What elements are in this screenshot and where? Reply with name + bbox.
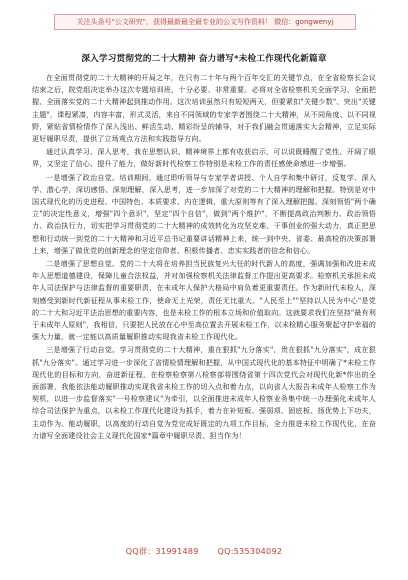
document-body bbox=[32, 52, 376, 443]
paragraph: 在全面贯彻党的二十大精神的开局之年，在只有二十年与两个百年交汇的关键节点，在全省检察长会议结束之后，院党组决定举办这次专题培训班，十分必要、非常重要。必将对全省检察机关全面学习、全面把握、全面落实党的二十大精神起到推动作用。这次培训虽然只有短短两天，但要紧扣"关键少数"、突出"关键主题"，课程紧凑，内容丰富，形式灵活，来自不同领域的专家学者围绕二十大精神，从不同角度、以不同视野，紧贴省情检情作了深入浅出、鲜活生动、精彩纷呈的辅导，对于我们融会贯通落实大会精神，立足实际更好履职尽责，提供了立场观点方法和实践指导方向。 bbox=[32, 73, 376, 144]
paragraph: 通过认真学习、深入思考，我在思想认识、精神境界上都有收获启示，可以说既睡醒了党性、开阔了眼界，又坚定了信心、提升了能力，做好新时代检察工作特别是未检工作的责任感使命感进一步增强。 bbox=[32, 147, 376, 169]
paragraph: 二是增强了思想自觉。党的二十大将在培养担当民族复兴大任的时代新人的高度，强调加强和改进未成年人思想道德建设，保障儿童合法权益，并对加强检察机关法律监督工作提出更高要求。检察机关承担未成年人司法保护与法律监督的重要职责，在未成年人保护大格局中肩负着更重要责任。作为新时代未检人，深刻感受到新时代新征程从事未检工作，使命无上光荣，责任无比重大。"人民至上""坚持以人民为中心"是党的二十大和习近平法治思想的重要内容，也是未检工作的根本立场和价值取向。这就要求我们在坚持"最有利于未成年人原则"，我相信，只要把人民放在心中至高位置去开展未检工作，以未检精心服务聚起守护幸福的强大力量，就一定能以高质量履职推动实现我省未检工作现代化。 bbox=[32, 259, 376, 342]
contact-footer bbox=[0, 546, 408, 557]
paragraph: 三是增强了行动自觉。学习贯彻党的二十大精神，重在狠抓"九分落实"，贵在狠抓"九分落实"，成在狠抓"九分落实"。通过学习进一步深化了省情检情理解和把握，从中国式现代化的基本特征中明确了*未检工作现代化的目标和方向，奋进新征程，在检察检察第八检察部将围绕省第十四次党代会对现代化新*作出的全面部署，我能依法能动履职推动实现我省未检工作的切入点和着力点，以向省人大报告未成年人检察工作为契机，以进一步监督落实"一号检察建议"为牵引，以全面推进未成年人检察业务集中统一办理强化未成年人综合司法保护为重点，以未检工作现代化建设为抓手，着力在补短板、强弱项、固底板、扬优势上下功夫，主动作为、能动履职，以高度的行动自觉为党完成好既定的九项工作目标，全力推进未检工作现代化，在奋力谱写全面建设社会主义现代化国家*篇章中履职尽责、担当作为！ bbox=[32, 345, 376, 440]
promo-banner: 关注头条号"公文研究"，获得最新最全最专业的公文写作资料！ 微信：gongwenyj bbox=[54, 14, 356, 30]
document-title: 深入学习贯彻党的二十大精神 奋力谱写*未检工作现代化新篇章 bbox=[81, 54, 327, 64]
qq-contact-text: QQ:535304092 bbox=[217, 547, 283, 556]
paragraph: 一是增强了政治自觉。培训期间，通过聆听领导与专家学者讲授、个人自学和集中研讨，反复学、深入学、潜心学，深切感悟、深刻理解，深入思考，进一步加深了对党的二十大精神的理解和把握。特别是对中国式现代化的历史进程、中国特色、本质要求、内在逻辑，重大原则等有了深入理解把握。深刻领悟"两个确立"的决定性意义，增强"四个意识"，坚定"四个自信"，做到"两个维护"，不断提高政治判断力、政治领悟力、政治执行力，切实把学习贯彻党的二十大精神的成效转化为攻坚克难、干事创业的强大动力，真正把思想和行动统一到党的二十大精神和习近平总书记重要讲话精神上来，统一到中央、省委、最高检的决策部署上来，增强了做优党的创新理念的坚定信仰者、积极传播者、忠实实践者的信念和信心。 bbox=[32, 172, 376, 255]
qq-group-text: QQ群：31991489 bbox=[125, 547, 199, 556]
